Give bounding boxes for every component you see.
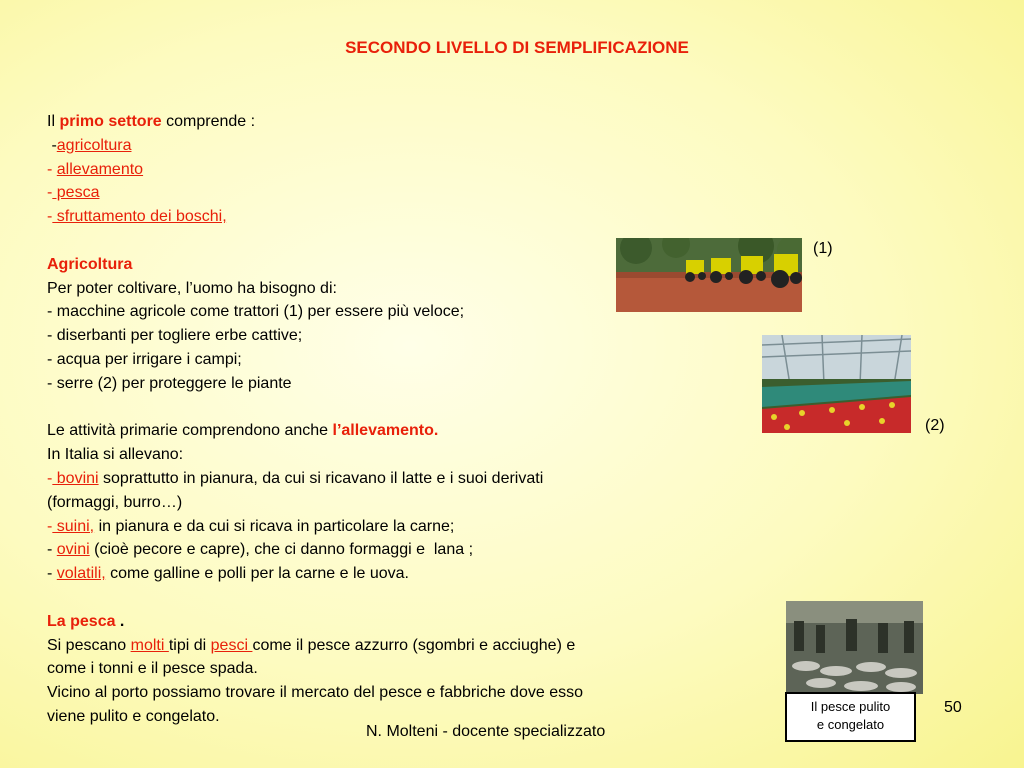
agricoltura-line: - serre (2) per proteggere le piante bbox=[47, 374, 292, 392]
tractors-image bbox=[616, 238, 802, 312]
pesca-line: Si pescano molti tipi di pesci come il pesce azzurro (sgombri e acciughe) e bbox=[47, 636, 576, 654]
pesca-line: viene pulito e congelato. bbox=[47, 707, 220, 725]
bovini-continuation: (formaggi, burro…) bbox=[47, 493, 183, 511]
suini-link[interactable]: suini, bbox=[52, 517, 95, 535]
slide-body bbox=[47, 110, 747, 729]
agricoltura-line: - acqua per irrigare i campi; bbox=[47, 350, 242, 368]
bovini-line: - bovini soprattutto in pianura, da cui si ricavano il latte e i suoi derivati bbox=[47, 469, 544, 487]
fish-caption-box bbox=[785, 692, 916, 742]
allevamento-intro: Le attività primarie comprendono anche l’allevamento. bbox=[47, 422, 439, 440]
ovini-line: - ovini (cioè pecore e capre), che ci danno formaggi e lana ; bbox=[47, 541, 474, 559]
sector-item-allevamento: - allevamento bbox=[47, 160, 144, 178]
bovini-link[interactable]: bovini bbox=[52, 469, 99, 487]
allevamento-line: In Italia si allevano: bbox=[47, 446, 184, 464]
pesca-line: come i tonni e il pesce spada. bbox=[47, 660, 258, 678]
volatili-line: - volatili, come galline e polli per la carne e le uova. bbox=[47, 565, 409, 583]
greenhouse-image bbox=[762, 335, 911, 433]
tractors-photo bbox=[616, 238, 802, 312]
greenhouse-photo bbox=[762, 335, 911, 433]
fish-caption-line: Il pesce pulito bbox=[810, 699, 891, 714]
pesca-heading: La pesca . bbox=[47, 612, 125, 630]
tractors-caption: (1) bbox=[813, 240, 833, 257]
fish-market-image bbox=[786, 601, 923, 694]
agricoltura-heading: Agricoltura bbox=[47, 255, 133, 273]
volatili-link[interactable]: volatili, bbox=[56, 565, 106, 583]
footer-author: N. Molteni - docente specializzato bbox=[366, 723, 606, 740]
boschi-link[interactable]: sfruttamento dei boschi, bbox=[52, 208, 227, 226]
slide-title: SECONDO LIVELLO DI SEMPLIFICAZIONE bbox=[345, 38, 689, 57]
pesci-link[interactable]: pesci bbox=[210, 636, 253, 654]
ovini-link[interactable]: ovini bbox=[56, 541, 90, 559]
sector-item-boschi: - sfruttamento dei boschi, bbox=[47, 208, 227, 226]
fish-market-photo bbox=[786, 601, 923, 694]
allevamento-link[interactable]: allevamento bbox=[56, 160, 144, 178]
molti-link[interactable]: molti bbox=[130, 636, 169, 654]
sector-item-pesca: - pesca bbox=[47, 184, 100, 202]
primo-settore-term: primo settore bbox=[59, 113, 162, 130]
agricoltura-line: Per poter coltivare, l’uomo ha bisogno di: bbox=[47, 279, 337, 297]
agricoltura-line: - macchine agricole come trattori (1) per essere più veloce; bbox=[47, 303, 465, 321]
agricoltura-line: - diserbanti per togliere erbe cattive; bbox=[47, 327, 303, 345]
fish-caption-line: e congelato bbox=[816, 717, 885, 732]
allevamento-term: l’allevamento. bbox=[332, 422, 439, 440]
page-number: 50 bbox=[944, 699, 962, 716]
sector-item-agricoltura: -agricoltura bbox=[47, 136, 132, 154]
suini-line: - suini, in pianura e da cui si ricava in particolare la carne; bbox=[47, 517, 455, 535]
pesca-link[interactable]: pesca bbox=[52, 184, 100, 202]
greenhouse-caption: (2) bbox=[925, 417, 945, 434]
agricoltura-link[interactable]: agricoltura bbox=[56, 136, 132, 154]
pesca-line: Vicino al porto possiamo trovare il mercato del pesce e fabbriche dove esso bbox=[47, 684, 583, 702]
intro-line: Il primo settore comprende : bbox=[47, 113, 256, 130]
